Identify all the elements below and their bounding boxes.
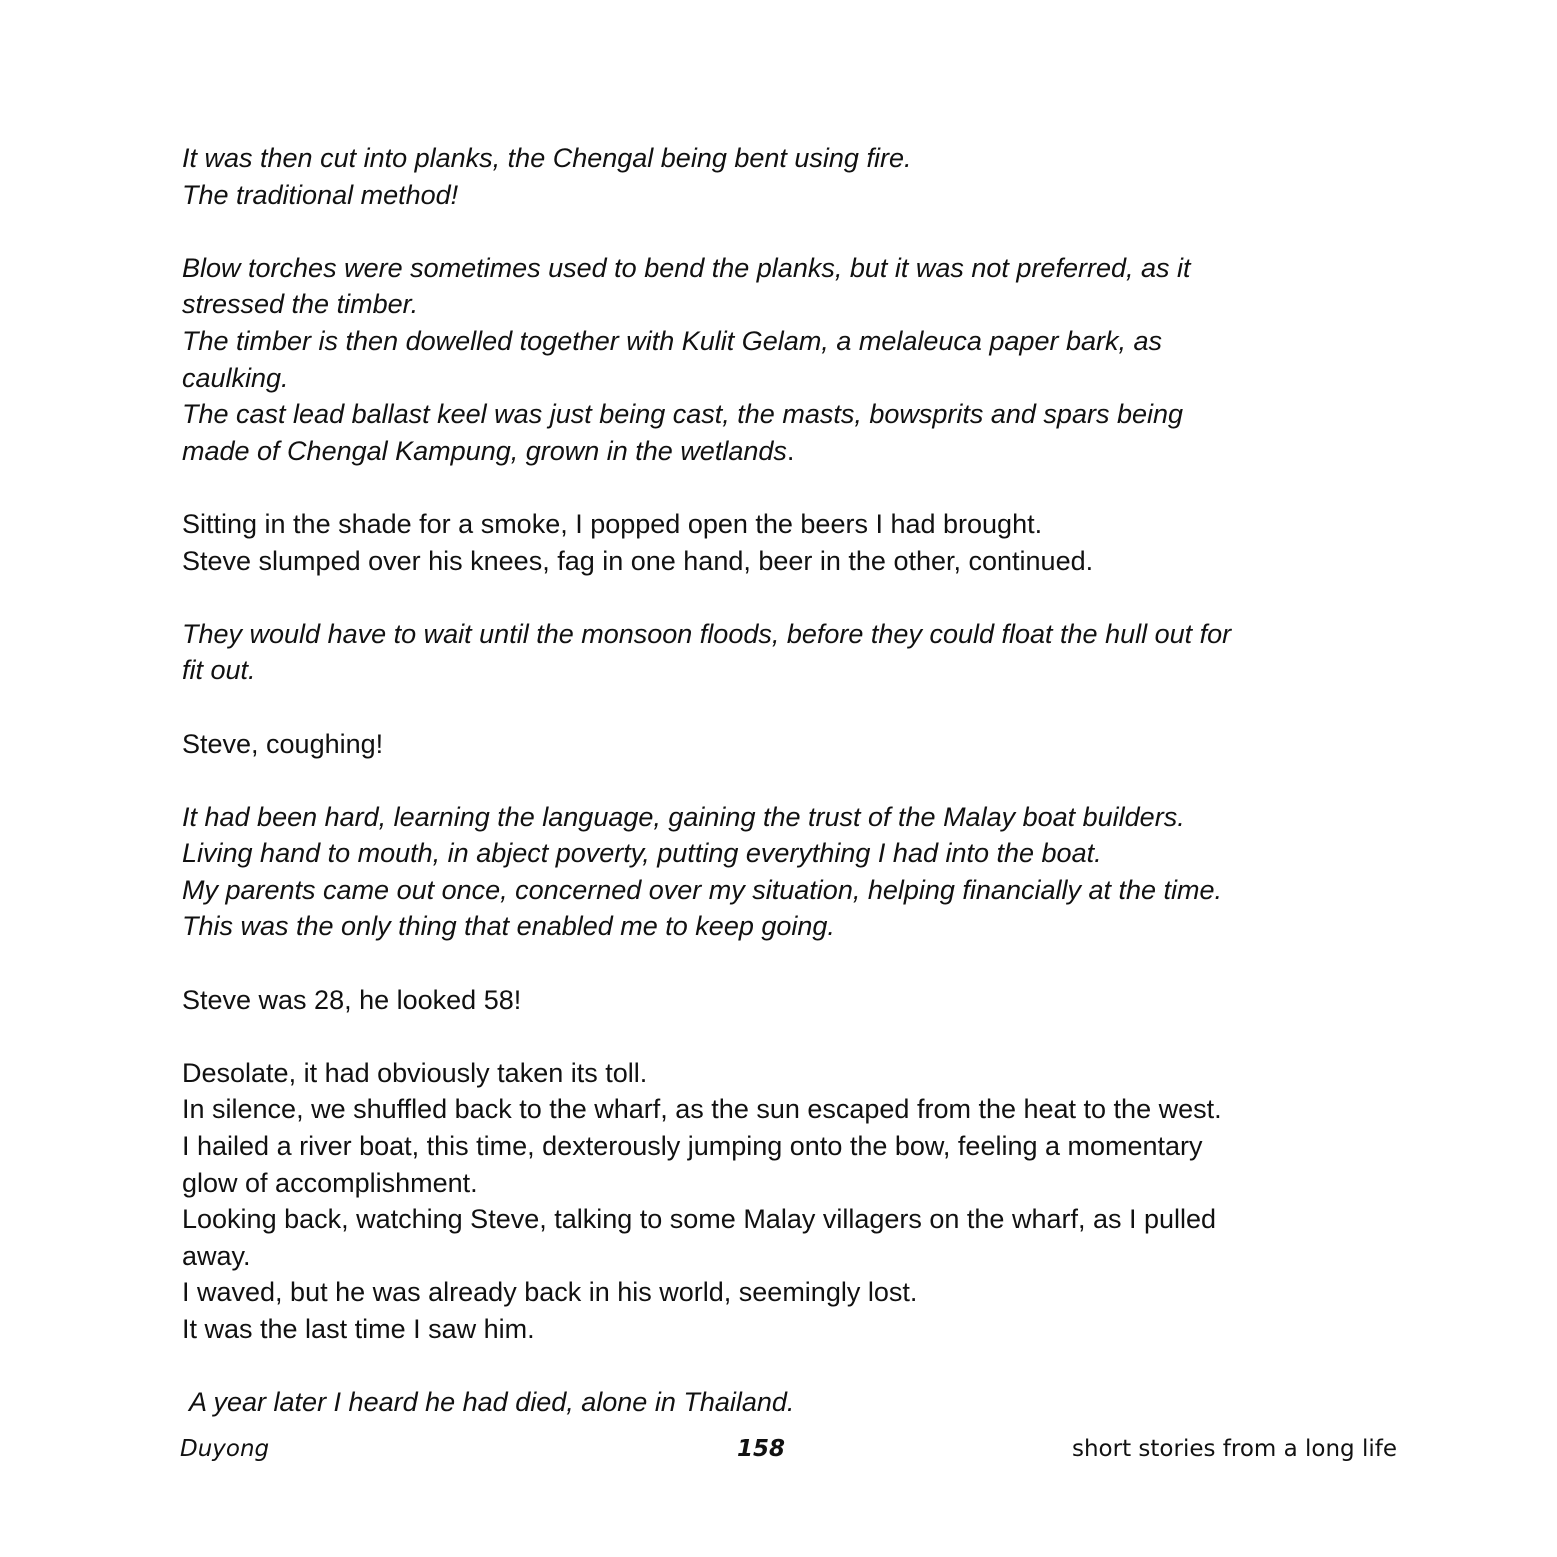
- text-line: [182, 323, 1382, 360]
- text-line: [182, 250, 1382, 287]
- text-line-content: This was the only thing that enabled me to keep going.: [182, 911, 835, 942]
- text-line: [182, 872, 1382, 909]
- text-line-content: It was then cut into planks, the Chengal being bent using fire.: [182, 143, 912, 173]
- page-footer: [0, 1432, 1557, 1472]
- text-line: [182, 799, 1382, 836]
- text-line-content: I hailed a river boat, this time, dexterously jumping onto the bow, feeling a momentary: [182, 1131, 1203, 1162]
- text-line-content: In silence, we shuffled back to the wharf, as the sun escaped from the heat to the west.: [182, 1094, 1222, 1125]
- paragraph: [182, 250, 1382, 470]
- text-line-content: caulking.: [182, 362, 289, 393]
- text-line-content: The traditional method!: [182, 179, 459, 210]
- text-line: [182, 726, 1382, 763]
- text-line: [182, 360, 1382, 397]
- text-line: [182, 433, 1382, 470]
- text-line: [182, 616, 1382, 653]
- text-line: [182, 177, 1382, 214]
- text-line: [182, 543, 1382, 580]
- text-line-content: A year later I heard he had died, alone in Thailand.: [189, 1387, 795, 1418]
- text-line-content: It was the last time I saw him.: [182, 1314, 535, 1344]
- paragraph: [182, 982, 1382, 1019]
- text-line: [182, 286, 1382, 323]
- text-line: [182, 1128, 1382, 1165]
- text-line: [182, 1384, 1382, 1421]
- text-line-suffix: .: [786, 435, 795, 466]
- text-line-content: The timber is then dowelled together with Kulit Gelam, a melaleuca paper bark, as: [182, 325, 1163, 356]
- text-line-content: My parents came out once, concerned over my situation, helping financially at the time.: [182, 874, 1223, 905]
- body-text: [182, 140, 1382, 1421]
- text-line-content: It had been hard, learning the language, gaining the trust of the Malay boat builders.: [182, 801, 1185, 832]
- text-line: [182, 1165, 1382, 1202]
- text-line-content: The cast lead ballast keel was just being cast, the masts, bowsprits and spars being: [182, 399, 1184, 430]
- paragraph: [182, 140, 1382, 213]
- footer-story-title: Duyong: [180, 1436, 270, 1462]
- text-line-content: Blow torches were sometimes used to bend the planks, but it was not preferred, as it: [182, 252, 1191, 283]
- text-line: [182, 1274, 1382, 1311]
- text-line-content: away.: [182, 1240, 251, 1271]
- text-line-content: glow of accomplishment.: [182, 1167, 478, 1198]
- text-line-content: Living hand to mouth, in abject poverty, putting everything I had into the boat.: [182, 838, 1102, 869]
- paragraph: [182, 1384, 1382, 1421]
- text-line: [182, 982, 1382, 1019]
- paragraph: [182, 1055, 1382, 1348]
- text-line-content: Sitting in the shade for a smoke, I popped open the beers I had brought.: [182, 508, 1043, 539]
- text-line-content: Looking back, watching Steve, talking to some Malay villagers on the wharf, as I pulled: [182, 1204, 1217, 1235]
- text-line-content: Steve was 28, he looked 58!: [182, 984, 522, 1015]
- text-line: [182, 1238, 1382, 1275]
- text-line-content: fit out.: [182, 655, 256, 686]
- text-line: [182, 835, 1382, 872]
- text-line-content: Steve slumped over his knees, fag in one hand, beer in the other, continued.: [182, 545, 1094, 576]
- paragraph: [182, 726, 1382, 763]
- text-line: [182, 396, 1382, 433]
- text-line: [182, 1201, 1382, 1238]
- footer-book-title: short stories from a long life: [1072, 1436, 1397, 1462]
- paragraph: [182, 506, 1382, 579]
- text-line: [182, 1091, 1382, 1128]
- text-line: [182, 140, 1382, 177]
- paragraph: [182, 799, 1382, 945]
- text-line: [182, 652, 1382, 689]
- text-line-content: Desolate, it had obviously taken its toll.: [182, 1057, 648, 1088]
- text-line: [182, 908, 1382, 945]
- text-line-content: I waved, but he was already back in his world, seemingly lost.: [182, 1277, 918, 1308]
- text-line-content: They would have to wait until the monsoon floods, before they could float the hull out for: [182, 618, 1232, 649]
- text-line-content: stressed the timber.: [182, 289, 419, 320]
- text-line: [182, 1311, 1382, 1348]
- text-line-content: made of Chengal Kampung, grown in the wetlands: [182, 435, 787, 466]
- footer-page-number: 158: [737, 1436, 786, 1462]
- text-line: [182, 506, 1382, 543]
- text-line-content: Steve, coughing!: [182, 728, 384, 759]
- paragraph: [182, 616, 1382, 689]
- text-line: [182, 1055, 1382, 1092]
